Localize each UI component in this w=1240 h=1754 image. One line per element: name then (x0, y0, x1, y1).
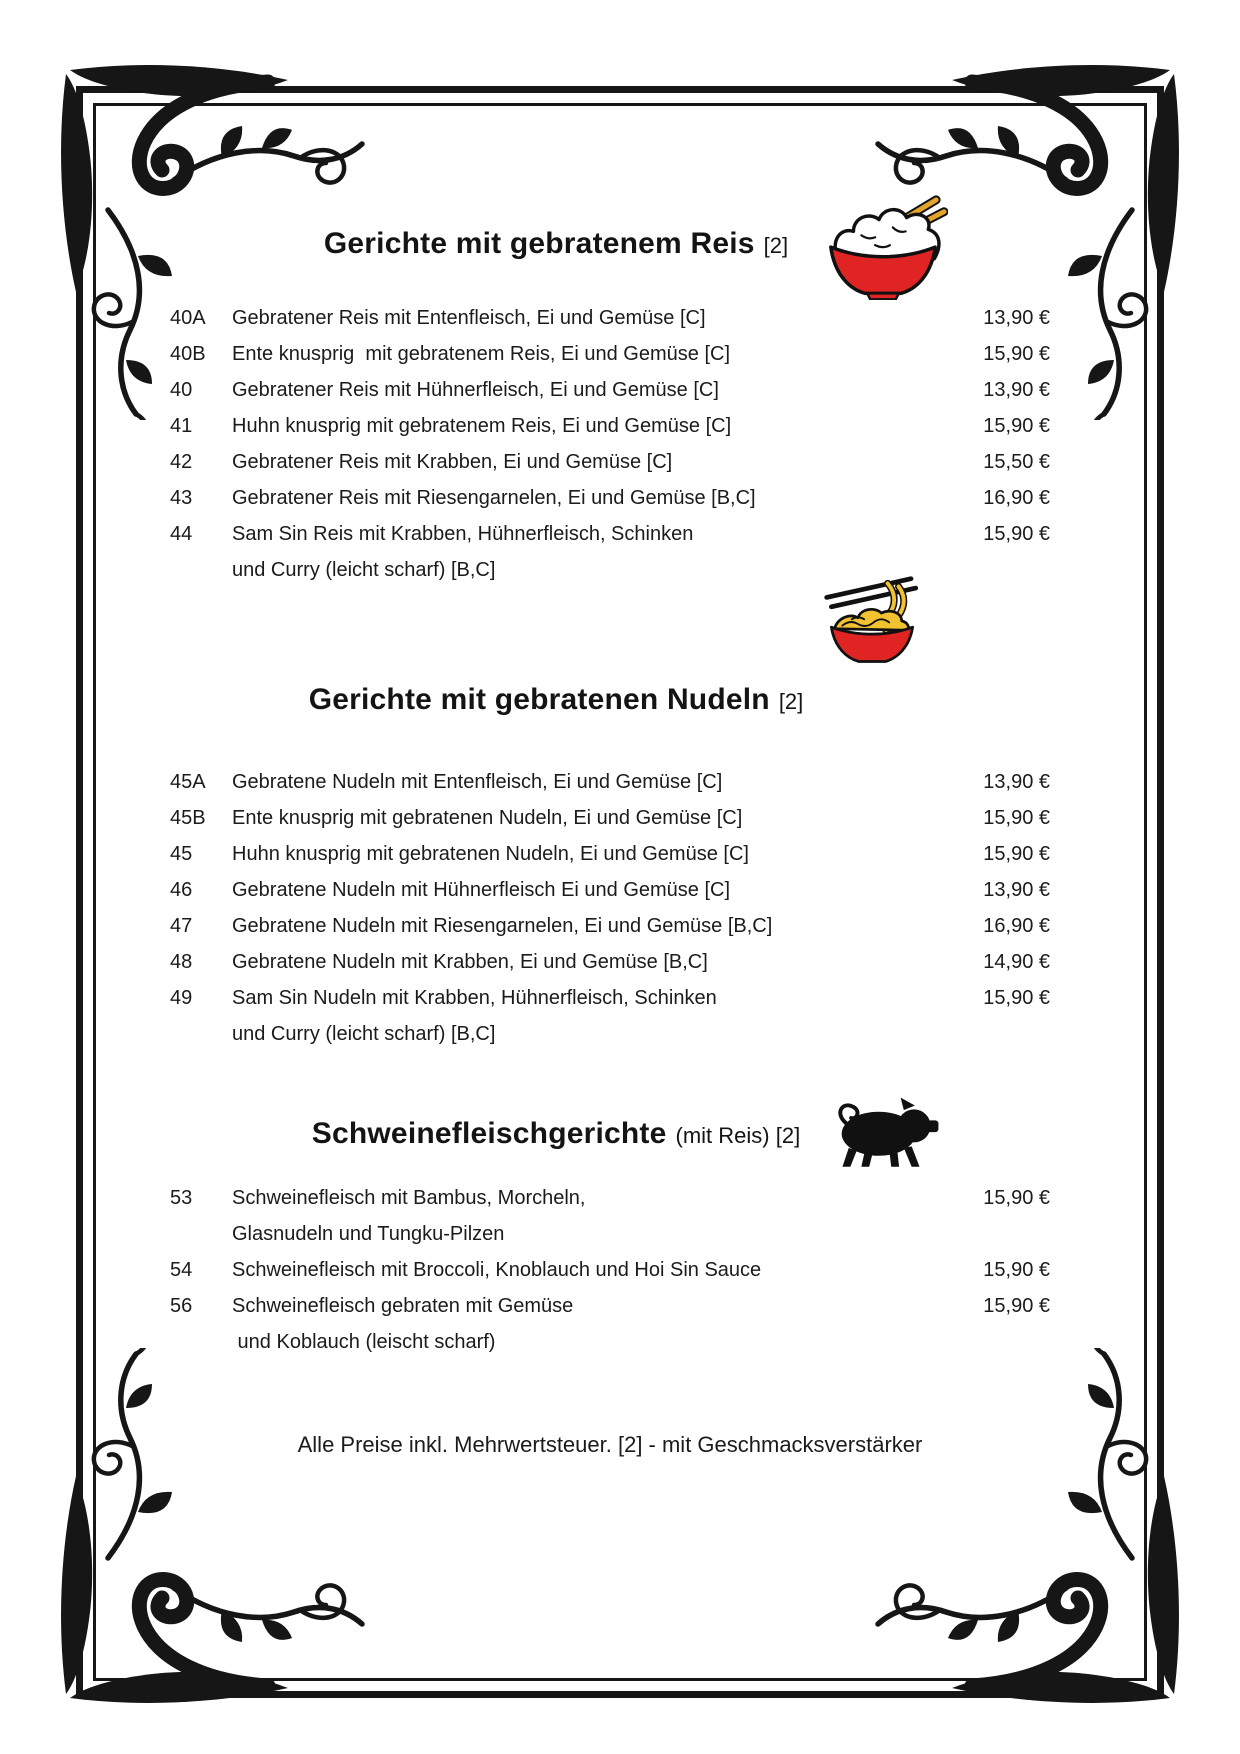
menu-item-row (170, 872, 1050, 908)
section-items (170, 764, 1050, 1052)
item-number: 42 (170, 451, 193, 473)
item-number: 46 (170, 879, 193, 901)
item-name: Gebratener Reis mit Riesengarnelen, Ei und Gemüse [B,C] (232, 487, 756, 509)
section-title: Gerichte mit gebratenen Nudeln (308, 683, 770, 716)
pig-icon (822, 1096, 940, 1168)
item-number: 47 (170, 915, 193, 937)
menu-section (170, 676, 1050, 1052)
item-name: Huhn knusprig mit gebratenen Nudeln, Ei und Gemüse [C] (232, 843, 749, 865)
section-title-suffix: (mit Reis) [2] (675, 1123, 801, 1148)
item-name: und Curry (leicht scharf) [B,C] (232, 1023, 496, 1045)
menu-item-row (170, 300, 1050, 336)
section-title-suffix: [2] (763, 233, 789, 258)
item-price: 15,90 € (983, 1295, 1050, 1317)
item-price: 15,90 € (983, 1259, 1050, 1281)
item-price: 15,90 € (983, 807, 1050, 829)
section-header (170, 676, 1050, 724)
menu-item-row (170, 908, 1050, 944)
item-number: 44 (170, 523, 193, 545)
item-number: 43 (170, 487, 193, 509)
item-price: 16,90 € (983, 487, 1050, 509)
menu-item-row (170, 1180, 1050, 1216)
item-name: Gebratener Reis mit Krabben, Ei und Gemüse [C] (232, 451, 673, 473)
menu-item-row (170, 1252, 1050, 1288)
item-price (930, 1324, 1050, 1360)
item-name: Glasnudeln und Tungku-Pilzen (232, 1223, 505, 1245)
item-name: Gebratener Reis mit Hühnerfleisch, Ei und Gemüse [C] (232, 379, 719, 401)
item-name: und Koblauch (leischt scharf) (232, 1331, 496, 1353)
item-number: 48 (170, 951, 193, 973)
menu-section (170, 220, 1050, 588)
item-price (930, 1016, 1050, 1052)
item-name: Gebratene Nudeln mit Entenfleisch, Ei und Gemüse [C] (232, 771, 723, 793)
noodle-bowl-icon (822, 574, 922, 666)
item-name: Gebratene Nudeln mit Krabben, Ei und Gemüse [B,C] (232, 951, 708, 973)
item-number: 49 (170, 987, 193, 1009)
menu-item-row (170, 944, 1050, 980)
section-title-suffix: [2] (778, 689, 804, 714)
item-price: 15,90 € (983, 1187, 1050, 1209)
menu-item-row (170, 516, 1050, 552)
item-number: 40B (170, 343, 206, 365)
item-price: 13,90 € (983, 771, 1050, 793)
menu-item-row (170, 1216, 1050, 1252)
menu-item-row (170, 480, 1050, 516)
menu-item-row (170, 836, 1050, 872)
menu-sections (170, 220, 1050, 1360)
item-number: 56 (170, 1295, 193, 1317)
item-price (930, 1216, 1050, 1252)
item-price: 15,90 € (983, 987, 1050, 1009)
item-number (170, 552, 232, 588)
item-name: Ente knusprig mit gebratenem Reis, Ei und Gemüse [C] (232, 343, 731, 365)
item-price: 13,90 € (983, 879, 1050, 901)
section-header (170, 1110, 1050, 1158)
footer-note: Alle Preise inkl. Mehrwertsteuer. [2] - mit Geschmacksverstärker (297, 1432, 923, 1457)
section-icon-slot (818, 190, 948, 300)
menu-item-row (170, 1288, 1050, 1324)
item-price: 15,90 € (983, 523, 1050, 545)
item-number: 40 (170, 379, 193, 401)
section-title: Gerichte mit gebratenem Reis (323, 227, 755, 260)
item-number: 53 (170, 1187, 193, 1209)
menu-item-row (170, 444, 1050, 480)
item-name: Sam Sin Nudeln mit Krabben, Hühnerfleisch, Schinken (232, 987, 717, 1009)
item-price: 16,90 € (983, 915, 1050, 937)
item-name: Schweinefleisch mit Broccoli, Knoblauch und Hoi Sin Sauce (232, 1259, 762, 1281)
menu-content (170, 0, 1050, 1458)
item-number: 40A (170, 307, 206, 329)
menu-item-row (170, 980, 1050, 1016)
item-number: 45B (170, 807, 206, 829)
item-price: 15,90 € (983, 415, 1050, 437)
section-icon-slot (822, 574, 922, 666)
item-number: 45A (170, 771, 206, 793)
item-name: Sam Sin Reis mit Krabben, Hühnerfleisch, Schinken (232, 523, 694, 545)
item-name: und Curry (leicht scharf) [B,C] (232, 559, 496, 581)
section-icon-slot (822, 1096, 940, 1168)
item-price: 15,90 € (983, 843, 1050, 865)
item-number (170, 1016, 232, 1052)
item-price: 15,50 € (983, 451, 1050, 473)
menu-item-row (170, 1016, 1050, 1052)
menu-item-row (170, 764, 1050, 800)
section-items (170, 1180, 1050, 1360)
item-name: Gebratener Reis mit Entenfleisch, Ei und Gemüse [C] (232, 307, 706, 329)
item-price (930, 552, 1050, 588)
section-title: Schweinefleischgerichte (311, 1117, 667, 1150)
rice-bowl-icon (818, 190, 948, 300)
item-name: Ente knusprig mit gebratenen Nudeln, Ei und Gemüse [C] (232, 807, 743, 829)
menu-item-row (170, 336, 1050, 372)
item-price: 13,90 € (983, 307, 1050, 329)
item-name: Gebratene Nudeln mit Hühnerfleisch Ei und Gemüse [C] (232, 879, 731, 901)
section-title-wrap (170, 676, 942, 729)
item-number: 41 (170, 415, 193, 437)
menu-item-row (170, 1324, 1050, 1360)
menu-item-row (170, 408, 1050, 444)
item-name: Schweinefleisch gebraten mit Gemüse (232, 1295, 574, 1317)
menu-section (170, 1110, 1050, 1360)
section-header (170, 220, 1050, 268)
item-number: 54 (170, 1259, 193, 1281)
item-number (170, 1324, 232, 1360)
section-items (170, 300, 1050, 588)
item-price: 14,90 € (983, 951, 1050, 973)
item-name: Huhn knusprig mit gebratenem Reis, Ei und Gemüse [C] (232, 415, 732, 437)
item-price: 13,90 € (983, 379, 1050, 401)
item-name: Gebratene Nudeln mit Riesengarnelen, Ei und Gemüse [B,C] (232, 915, 773, 937)
menu-item-row (170, 372, 1050, 408)
menu-item-row (170, 800, 1050, 836)
item-number (170, 1216, 232, 1252)
item-price: 15,90 € (983, 343, 1050, 365)
item-number: 45 (170, 843, 193, 865)
item-name: Schweinefleisch mit Bambus, Morcheln, (232, 1187, 586, 1209)
